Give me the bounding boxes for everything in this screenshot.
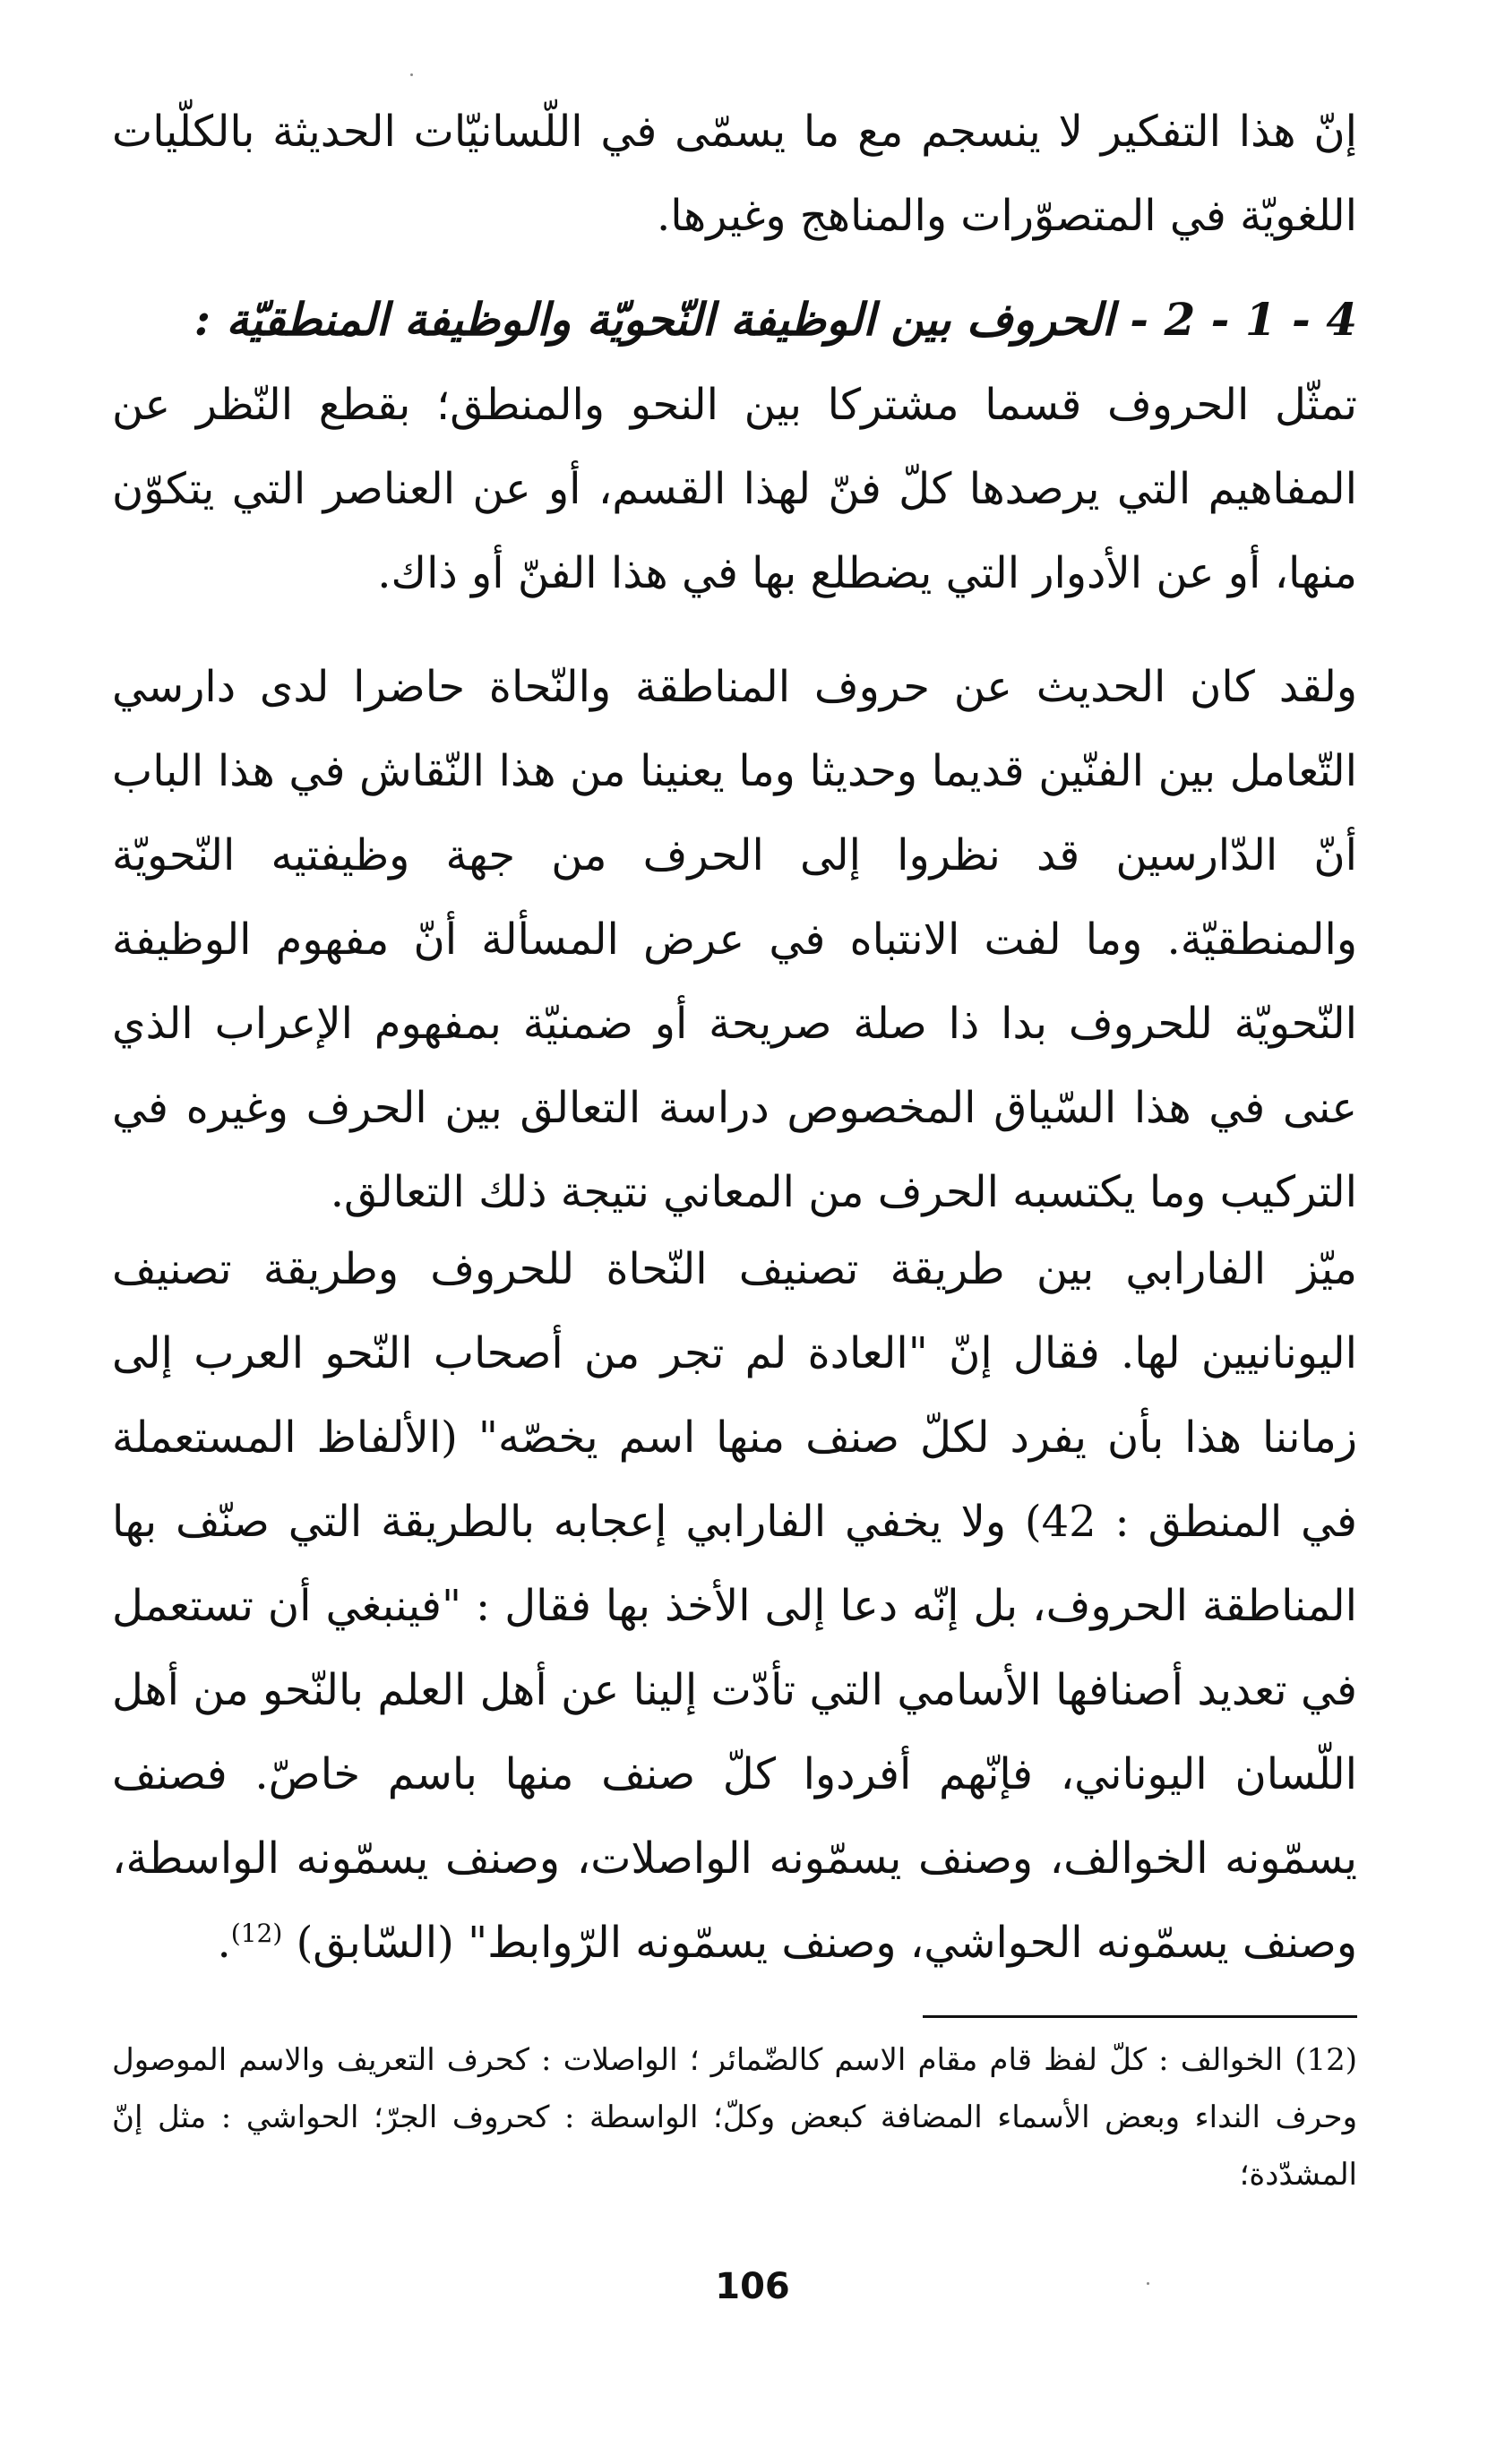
paragraph-block-2 xyxy=(112,363,1357,615)
paragraph-4: ميّز الفارابي بين طريقة تصنيف النّحاة للحروف وطريقة تصنيف اليونانيين لها. فقال إنّ "العادة لم تجر من أصحاب النّحو العرب إلى زماننا هذا بأن يفرد لكلّ صنف منها اسم يخصّه" (الألفاظ المستعملة في المنطق : 42) ولا يخفي الفارابي إعجابه بالطريقة التي صنّف بها المناطقة الحروف، بل إنّه دعا إلى الأخذ بها فقال : "فينبغي أن تستعمل في تعديد أصنافها الأسامي التي تأدّت إلينا عن أهل العلم بالنّحو من أهل اللّسان اليوناني، فإنّهم أفردوا كلّ صنف منها باسم خاصّ. فصنف يسمّونه الخوالف، وصنف يسمّونه الواصلات، وصنف يسمّونه الواسطة، وصنف يسمّونه الحواشي، وصنف يسمّونه الرّوابط" (السّابق) $^{(12)}$. xyxy=(112,1244,1358,1968)
paragraph-block-3 xyxy=(112,645,1357,1234)
page-number: 106 xyxy=(715,2266,790,2307)
paragraph-intro xyxy=(112,90,1357,258)
paragraph-block-4 xyxy=(112,1227,1357,1985)
footnote-separator xyxy=(923,2015,1357,2018)
paragraph-1: إنّ هذا التفكير لا ينسجم مع ما يسمّى في اللّسانيّات الحديثة بالكلّيات اللغويّة في المتصوّرات والمناهج وغيرها. xyxy=(112,107,1357,241)
paragraph-2: تمثّل الحروف قسما مشتركا بين النحو والمنطق؛ بقطع النّظر عن المفاهيم التي يرصدها كلّ فنّ لهذا القسم، أو عن العناصر التي يتكوّن منها، أو عن الأدوار التي يضطلع بها في هذا الفنّ أو ذاك. xyxy=(112,380,1357,598)
paragraph-4-text: ميّز الفارابي بين طريقة تصنيف النّحاة للحروف وطريقة تصنيف اليونانيين لها. فقال إنّ "العادة لم تجر من أصحاب النّحو العرب إلى زماننا هذا بأن يفرد لكلّ صنف منها اسم يخصّه" (الألفاظ المستعملة في المنطق : 42) ولا يخفي الفارابي إعجابه بالطريقة التي صنّف بها المناطقة الحروف، بل إنّه دعا إلى الأخذ بها فقال : "فينبغي أن تستعمل في تعديد أصنافها الأسامي التي تأدّت إلينا عن أهل العلم بالنّحو من أهل اللّسان اليوناني، فإنّهم أفردوا كلّ صنف منها باسم خاصّ. فصنف يسمّونه الخوالف، وصنف يسمّونه الواصلات، وصنف يسمّونه الواسطة، وصنف يسمّونه الحواشي، وصنف يسمّونه الرّوابط" (السّابق) xyxy=(112,1244,1358,1968)
section-heading: 4 - 1 - 2 - الحروف بين الوظيفة النّحويّة والوظيفة المنطقيّة : xyxy=(194,293,1357,346)
footnote-reference: (12) xyxy=(230,1919,283,1948)
scan-speck xyxy=(410,73,413,76)
footnote-12: (12) الخوالف : كلّ لفظ قام مقام الاسم كالضّمائر ؛ الواصلات : كحرف التعريف والاسم الموصول وحرف النداء وبعض الأسماء المضافة كبعض وكلّ؛ الواسطة : كحروف الجرّ؛ الحواشي : مثل إنّ المشدّدة؛ xyxy=(112,2042,1357,2193)
paragraph-3: ولقد كان الحديث عن حروف المناطقة والنّحاة حاضرا لدى دارسي التّعامل بين الفنّين قديما وحديثا وما يعنينا من هذا النّقاش في هذا الباب أنّ الدّارسين قد نظروا إلى الحرف من جهة وظيفتيه النّحويّة والمنطقيّة. وما لفت الانتباه في عرض المسألة أنّ مفهوم الوظيفة النّحويّة للحروف بدا ذا صلة صريحة أو ضمنيّة بمفهوم الإعراب الذي عنى في هذا السّياق المخصوص دراسة التعالق بين الحرف وغيره في التركيب وما يكتسبه الحرف من المعاني نتيجة ذلك التعالق. xyxy=(112,662,1358,1217)
